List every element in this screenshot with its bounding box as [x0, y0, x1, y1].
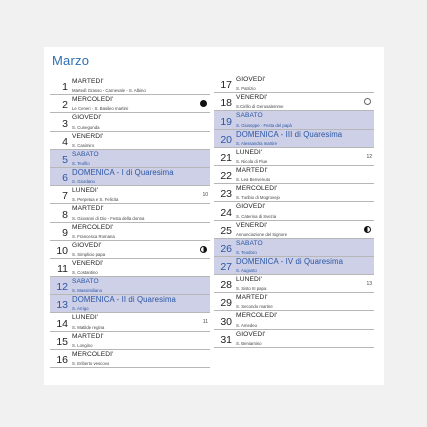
day-row[interactable]	[214, 148, 374, 166]
month-title: Marzo	[52, 53, 90, 68]
weekday-label: GIOVEDI'	[236, 76, 266, 83]
weekday-label: MERCOLEDI'	[72, 350, 114, 358]
weekday-label: SABATO	[236, 239, 263, 247]
weekday-label: MARTEDI'	[72, 205, 104, 213]
day-number: 6	[62, 172, 68, 185]
day-row[interactable]	[50, 132, 210, 150]
weekday-label: VENERDI'	[236, 221, 268, 229]
weekday-label: DOMENICA - II di Quaresima	[72, 295, 176, 305]
day-row[interactable]	[214, 93, 374, 111]
saint-label: S. Cunegonda	[72, 124, 100, 130]
day-row[interactable]	[50, 350, 210, 368]
day-row[interactable]	[50, 313, 210, 331]
saint-label: Le Ceneri - S. Basileo martire	[72, 106, 129, 112]
saint-label: S. Sisto III papa	[236, 286, 267, 292]
day-row[interactable]	[50, 241, 210, 259]
left-column	[50, 77, 210, 368]
day-row[interactable]	[50, 223, 210, 241]
weekday-label: GIOVEDI'	[236, 203, 266, 211]
saint-label: S. Teodoro	[236, 249, 257, 255]
day-row[interactable]	[50, 77, 210, 95]
day-row[interactable]	[214, 166, 374, 184]
weekday-label: MARTEDI'	[236, 294, 268, 302]
weekday-label: GIOVEDI'	[236, 330, 266, 338]
day-number: 25	[220, 224, 232, 237]
day-row[interactable]	[214, 330, 374, 348]
day-number: 16	[56, 354, 68, 366]
day-number: 27	[220, 261, 232, 274]
saint-label: S. Costantino	[72, 270, 98, 276]
day-row[interactable]	[50, 295, 210, 313]
moon-phase-icon	[200, 100, 207, 107]
weekday-label: MARTEDI'	[72, 332, 104, 340]
weekday-label: LUNEDI'	[236, 276, 263, 284]
weekday-label: LUNEDI'	[72, 314, 99, 322]
week-number: 10	[202, 192, 208, 199]
saint-label: S. Patrizio	[236, 86, 256, 92]
day-number: 29	[220, 297, 232, 310]
saint-label: S. Massimiliano	[72, 288, 103, 294]
weekday-label: LUNEDI'	[236, 148, 263, 156]
weekday-label: DOMENICA - IV di Quaresima	[236, 256, 344, 266]
day-row[interactable]	[214, 184, 374, 202]
weekday-label: SABATO	[72, 278, 99, 286]
day-row[interactable]	[50, 150, 210, 168]
saint-label: Martedì Grasso - Carnevale - S. Albino	[72, 88, 146, 94]
weekday-label: DOMENICA - I di Quaresima	[72, 167, 174, 177]
day-row[interactable]	[214, 221, 374, 239]
day-row[interactable]	[50, 332, 210, 350]
calendar-page	[44, 47, 384, 385]
right-column	[214, 75, 374, 348]
day-number: 26	[220, 242, 232, 255]
day-row[interactable]	[50, 95, 210, 113]
day-row[interactable]	[50, 277, 210, 295]
day-number: 20	[220, 133, 232, 146]
weekday-label: VENERDI'	[72, 132, 104, 140]
saint-label: S. Giuseppe - Festa del papà	[236, 122, 292, 128]
saint-label: S. Eriberto vescovo	[72, 361, 110, 366]
weekday-label: MERCOLEDI'	[72, 223, 114, 231]
day-number: 30	[220, 315, 232, 328]
saint-label: Annunciazione del Signore	[236, 231, 288, 237]
saint-label: S. Beniamino	[236, 340, 262, 346]
weekday-label: MERCOLEDI'	[236, 312, 278, 320]
day-number: 24	[220, 206, 232, 219]
day-row[interactable]	[214, 202, 374, 220]
weekday-label: VENERDI'	[236, 94, 268, 102]
day-number: 11	[57, 263, 68, 276]
saint-label: S. Simplicio papa	[72, 251, 106, 257]
moon-phase-icon	[364, 226, 371, 233]
saint-label: S. Caterina di Svezia	[236, 213, 277, 219]
week-number: 13	[366, 281, 372, 288]
saint-label: S. Longino	[72, 342, 93, 348]
day-row[interactable]	[50, 204, 210, 222]
day-number: 13	[56, 299, 68, 312]
saint-label: S. Alessandra martire	[236, 140, 278, 146]
saint-label: S. Nicola di Flue	[236, 158, 268, 164]
weekday-label: MARTEDI'	[236, 166, 268, 174]
weekday-label: MERCOLEDI'	[72, 96, 114, 104]
day-number: 1	[62, 81, 68, 94]
day-number: 15	[56, 335, 68, 348]
day-number: 4	[62, 135, 68, 148]
day-number: 22	[220, 170, 232, 183]
day-row[interactable]	[214, 111, 374, 129]
day-row[interactable]	[50, 186, 210, 204]
saint-label: S. Amedeo	[236, 322, 258, 328]
day-row[interactable]	[214, 130, 374, 148]
day-number: 12	[56, 281, 68, 294]
saint-label: S. Secondo martire	[236, 304, 273, 310]
day-row[interactable]	[214, 75, 374, 93]
weekday-label: MERCOLEDI'	[236, 185, 278, 193]
moon-phase-icon	[364, 98, 371, 105]
day-number: 31	[220, 333, 232, 346]
saint-label: S. Turibio di Mogrovejo	[236, 195, 280, 201]
saint-label: S. Casimiro	[72, 142, 95, 148]
weekday-label: MARTEDI'	[72, 78, 104, 85]
saint-label: S. Augusto	[236, 268, 257, 274]
day-row[interactable]	[214, 257, 374, 275]
day-number: 3	[62, 117, 68, 130]
saint-label: S. Teofilo	[72, 160, 90, 166]
moon-phase-icon	[200, 246, 207, 253]
saint-label: S. Giovanni di Dio - Festa della donna	[72, 215, 145, 221]
weekday-label: GIOVEDI'	[72, 241, 102, 249]
day-number: 21	[220, 151, 232, 164]
weekday-label: SABATO	[236, 112, 263, 120]
day-number: 14	[56, 317, 68, 330]
day-number: 17	[220, 79, 232, 92]
week-number: 11	[202, 319, 208, 326]
day-number: 9	[62, 226, 68, 239]
day-number: 10	[56, 244, 68, 257]
weekday-label: GIOVEDI'	[72, 114, 102, 122]
saint-label: S. Perpetua e S. Felicita	[72, 197, 119, 203]
day-number: 5	[62, 153, 68, 166]
week-number: 12	[366, 153, 372, 160]
day-row[interactable]	[214, 311, 374, 329]
saint-label: S. Lea Benvenuto	[236, 177, 271, 183]
day-number: 23	[220, 188, 232, 201]
day-row[interactable]	[50, 168, 210, 186]
day-number: 7	[62, 190, 68, 203]
day-row[interactable]	[50, 113, 210, 131]
weekday-label: LUNEDI'	[72, 187, 99, 195]
weekday-label: VENERDI'	[72, 259, 104, 267]
day-row[interactable]	[214, 293, 374, 311]
weekday-label: DOMENICA - III di Quaresima	[236, 129, 343, 139]
saint-label: S.Cirillo di Gerusalemme	[236, 104, 284, 110]
day-number: 2	[62, 99, 68, 112]
day-number: 19	[220, 115, 232, 128]
day-row[interactable]	[214, 239, 374, 257]
saint-label: S. Giordano	[72, 179, 95, 185]
weekday-label: SABATO	[72, 150, 99, 158]
day-number: 28	[220, 279, 232, 292]
saint-label: S. Arrigo	[72, 306, 89, 312]
saint-label: S. Matilde regina	[72, 324, 105, 330]
day-number: 18	[220, 97, 232, 110]
day-number: 8	[62, 208, 68, 221]
day-row[interactable]	[214, 275, 374, 293]
day-row[interactable]	[50, 259, 210, 277]
saint-label: S. Francesca Romana	[72, 233, 115, 239]
